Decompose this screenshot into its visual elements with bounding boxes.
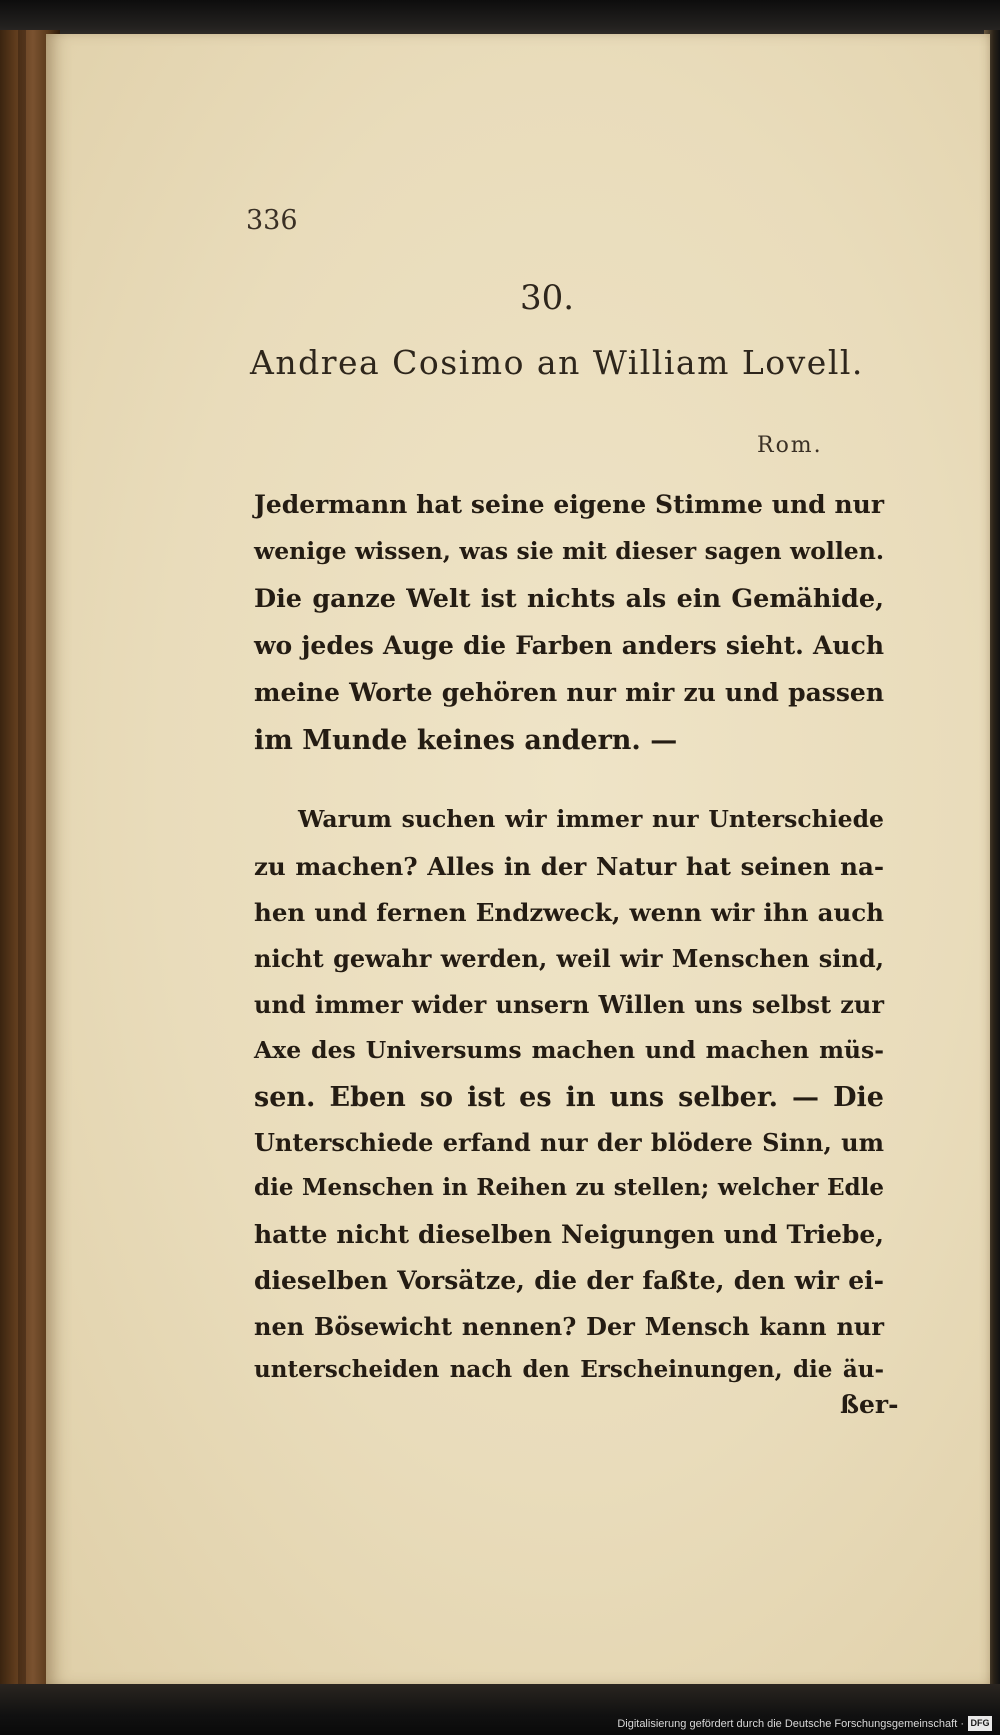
spine-groove [18,30,26,1695]
digitization-credit: Digitalisierung gefördert durch die Deutsche Forschungsgemeinschaft · [617,1718,964,1730]
text-line: meine Worte gehören nur mir zu und passen [254,678,884,707]
letter-place: Rom. [757,433,823,458]
text-line: und immer wider unsern Willen uns selbst zur [254,990,884,1019]
text-line: hatte nicht dieselben Neigungen und Triebe, [254,1220,884,1249]
text-line: hen und fernen Endzweck, wenn wir ihn auch [254,898,884,927]
text-line: sen. Eben so ist es in uns selber. — Die [254,1082,884,1113]
text-line: nen Bösewicht nennen? Der Mensch kann nur [254,1312,884,1341]
text-line: wenige wissen, was sie mit dieser sagen wollen. [254,537,884,565]
catchword: ßer- [840,1390,899,1419]
text-line: wo jedes Auge die Farben anders sieht. Auch [254,631,884,660]
text-line: die Menschen in Reihen zu stellen; welcher Edle [254,1174,884,1201]
text-line: Axe des Universums machen und machen müs- [254,1036,884,1064]
dfg-logo: DFG [968,1716,992,1731]
letter-number: 30. [520,278,575,318]
text-line: im Munde keines andern. — [254,725,678,756]
text-line: dieselben Vorsätze, die der faßte, den wir ei- [254,1266,884,1295]
text-line: Jedermann hat seine eigene Stimme und nur [254,490,884,519]
text-line: nicht gewahr werden, weil wir Menschen sind, [254,944,884,973]
text-line: zu machen? Alles in der Natur hat seinen na- [254,852,884,881]
text-line: Warum suchen wir immer nur Unterschiede [298,805,884,833]
text-line: Unterschiede erfand nur der blödere Sinn, um [254,1128,884,1157]
letter-heading: Andrea Cosimo an William Lovell. [250,343,864,382]
page-number: 336 [246,205,298,236]
text-line: Die ganze Welt ist nichts als ein Gemähide, [254,584,884,614]
text-line: unterscheiden nach den Erscheinungen, die äu- [254,1356,884,1383]
